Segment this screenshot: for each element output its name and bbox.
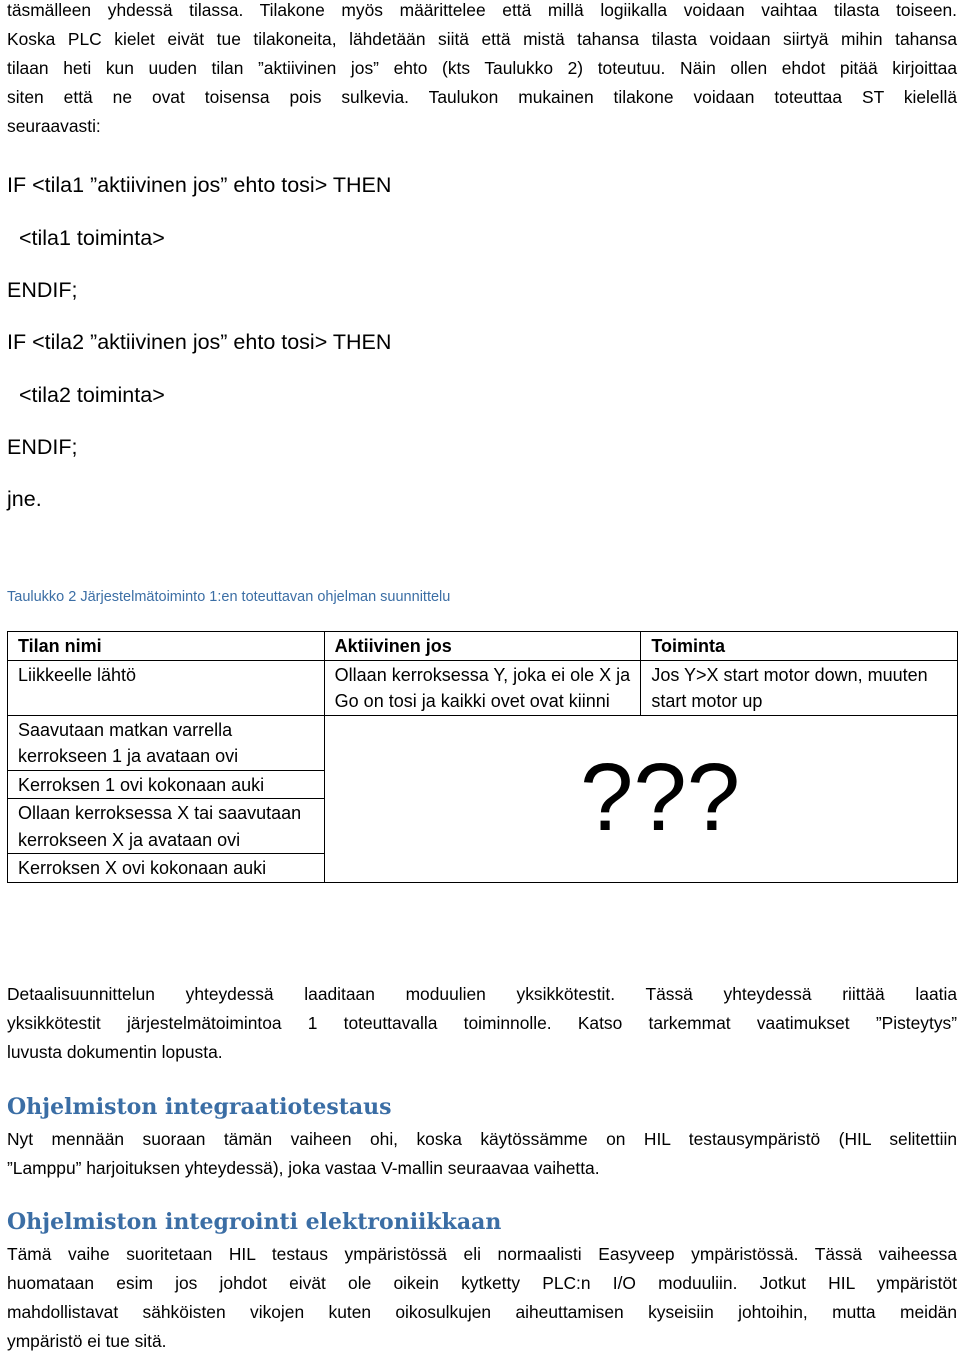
intro-line: Koska PLC kielet eivät tue tilakoneita, lähdetään siitä että mistä tahansa tilasta voidaan siirtyä mihin tahansa [7,29,957,49]
detail-line: luvusta dokumentin lopusta. [7,1042,223,1062]
section-line: huomataan esim jos johdot eivät ole oikein kytketty PLC:n I/O moduuliin. Jotkut HIL ympäristöt [7,1273,957,1293]
state-table [7,631,958,883]
detail-paragraph [7,980,957,1067]
code-line: ENDIF; [7,278,78,302]
state-name-cell: Kerroksen X ovi kokonaan auki [8,854,325,883]
column-header: Toiminta [641,632,958,661]
column-header: Aktiivinen jos [324,632,641,661]
intro-line: seuraavasti: [7,116,101,136]
intro-line: täsmälleen yhdessä tilassa. Tilakone myös määrittelee että millä logiikalla voidaan vaihtaa tilasta toiseen. [7,0,957,20]
section-heading: Ohjelmiston integraatiotestaus [7,1094,392,1120]
table-caption: Taulukko 2 Järjestelmätoiminto 1:en toteuttavan ohjelman suunnittelu [7,589,451,605]
column-header: Tilan nimi [8,632,325,661]
code-line: IF <tila2 ”aktiivinen jos” ehto tosi> THEN [7,330,392,354]
table-header-row [8,632,958,661]
active-if-cell: Ollaan kerroksessa Y, joka ei ole X ja Go on tosi ja kaikki ovet ovat kiinni [324,660,641,715]
state-name-cell: Kerroksen 1 ovi kokonaan auki [8,770,325,799]
table-row [8,715,958,770]
section-heading: Ohjelmiston integrointi elektroniikkaan [7,1209,502,1235]
code-line: IF <tila1 ”aktiivinen jos” ehto tosi> THEN [7,173,392,197]
code-line: <tila1 toiminta> [7,226,165,250]
detail-line: Detaalisuunnittelun yhteydessä laaditaan moduulien yksikkötestit. Tässä yhteydessä riittää laatia [7,984,957,1004]
table-row [8,660,958,715]
intro-paragraph [7,0,957,141]
section-line: ”Lamppu” harjoituksen yhteydessä), joka vastaa V-mallin seuraavaa vaihetta. [7,1158,600,1178]
section-line: mahdollistavat sähköisten vikojen kuten oikosulkujen aiheuttamisen kyseisiin johtoihin, mutta meidän [7,1302,957,1322]
section-line: Nyt mennään suoraan tämän vaiheen ohi, koska käytössämme on HIL testausympäristö (HIL selitettiin [7,1129,957,1149]
detail-line: yksikkötestit järjestelmätoimintoa 1 toteuttavalla toiminnolle. Katso tarkemmat vaatimukset ”Pisteytys” [7,1013,957,1033]
state-name-cell: Liikkeelle lähtö [8,660,325,715]
code-line: ENDIF; [7,435,78,459]
state-name-cell: Ollaan kerroksessa X tai saavutaan kerrokseen X ja avataan ovi [8,799,325,854]
section-line: Tämä vaihe suoritetaan HIL testaus ympäristössä eli normaalisti Easyveep ympäristössä. Tässä vaiheessa [7,1244,957,1264]
section-line: ympäristö ei tue sitä. [7,1331,167,1351]
intro-line: tilaan heti kun uuden tilan ”aktiivinen jos” ehto (kts Taulukko 2) toteutuu. Näin ollen ehdot pitää kirjoittaa [7,58,957,78]
action-cell: Jos Y>X start motor down, muuten start motor up [641,660,958,715]
unknown-marker: ??? [580,744,741,851]
code-line: jne. [7,487,42,511]
code-line: <tila2 toiminta> [7,383,165,407]
section-paragraph [7,1240,957,1356]
section-paragraph [7,1125,957,1183]
intro-line: siten että ne ovat toisensa pois sulkevia. Taulukon mukainen tilakone voidaan toteuttaa ST kielellä [7,87,957,107]
state-name-cell: Saavutaan matkan varrella kerrokseen 1 ja avataan ovi [8,715,325,770]
